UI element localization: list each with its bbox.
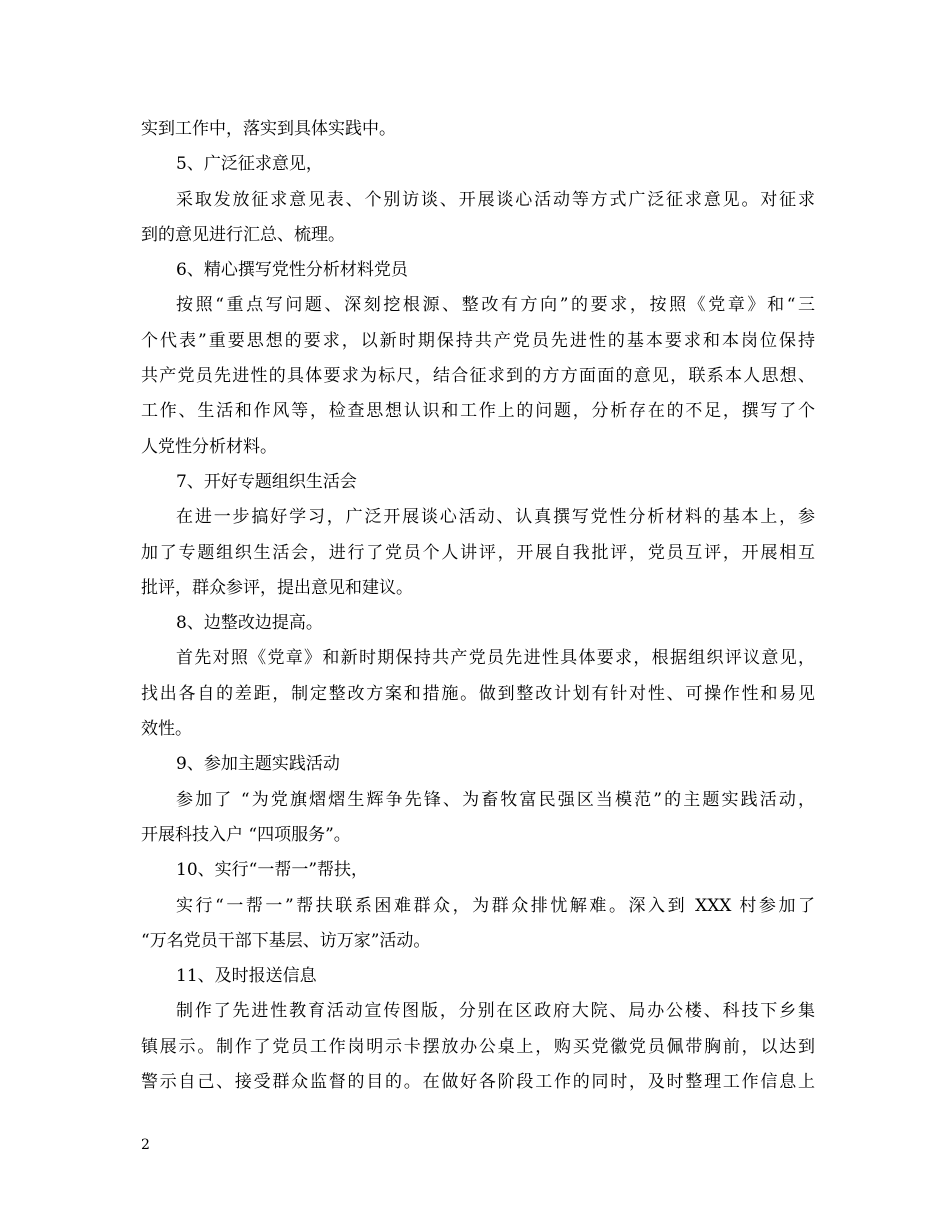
text-line: 开展科技入户 “四项服务”。 [141, 824, 351, 845]
text-line: 批评，群众参评，提出意见和建议。 [141, 577, 413, 598]
text-line: 实到工作中，落实到具体实践中。 [141, 119, 396, 139]
text-line: 制作了先进性教育活动宣传图版，分别在区政府大院、局办公楼、科技下乡集 [176, 1001, 815, 1022]
text-line: 8、边整改边提高。 [176, 613, 323, 634]
text-line: 个代表”重要思想的要求，以新时期保持共产党员先进性的基本要求和本岗位保持 [141, 330, 815, 351]
text-line: 9、参加主题实践活动 [176, 754, 340, 775]
text-line: 到的意见进行汇总、梳理。 [141, 224, 345, 245]
text-line: 加了专题组织生活会，进行了党员个人讲评，开展自我批评，党员互评，开展相互 [141, 542, 815, 563]
text-line: 实行“一帮一”帮扶联系困难群众，为群众排忧解难。深入到 XXX 村参加了 [176, 895, 815, 916]
text-line: 镇展示。制作了党员工作岗明示卡摆放办公桌上，购买党徽党员佩带胸前，以达到 [141, 1036, 815, 1057]
text-line: 采取发放征求意见表、个别访谈、开展谈心活动等方式广泛征求意见。对征求 [176, 189, 815, 210]
text-line: 工作、生活和作风等，检查思想认识和工作上的问题，分析存在的不足，撰写了个 [141, 401, 815, 422]
text-line: 10、实行“一帮一”帮扶， [176, 860, 369, 881]
text-line: “万名党员干部下基层、访万家”活动。 [141, 930, 431, 951]
text-line: 参加了 “为党旗熠熠生辉争先锋、为畜牧富民强区当模范”的主题实践活动， [176, 789, 815, 810]
text-line: 按照“重点写问题、深刻挖根源、整改有方向”的要求，按照《党章》和“三 [176, 295, 815, 316]
text-line: 在进一步搞好学习，广泛开展谈心活动、认真撰写党性分析材料的基本上，参 [176, 507, 815, 528]
text-line: 效性。 [141, 719, 192, 740]
page-number: 2 [141, 1137, 150, 1153]
text-line: 首先对照《党章》和新时期保持共产党员先进性具体要求，根据组织评议意见， [176, 648, 815, 669]
document-body [141, 112, 815, 1100]
text-line: 找出各自的差距，制定整改方案和措施。做到整改计划有针对性、可操作性和易见 [141, 683, 815, 704]
text-line: 人党性分析材料。 [141, 436, 277, 457]
text-line: 7、开好专题组织生活会 [176, 471, 357, 492]
text-line: 5、广泛征求意见， [176, 154, 323, 175]
text-line: 6、精心撰写党性分析材料党员 [176, 260, 408, 281]
text-line: 共产党员先进性的具体要求为标尺，结合征求到的方方面面的意见，联系本人思想、 [141, 366, 815, 387]
text-line: 11、及时报送信息 [176, 966, 317, 987]
text-line: 警示自己、接受群众监督的目的。在做好各阶段工作的同时，及时整理工作信息上 [141, 1072, 815, 1093]
